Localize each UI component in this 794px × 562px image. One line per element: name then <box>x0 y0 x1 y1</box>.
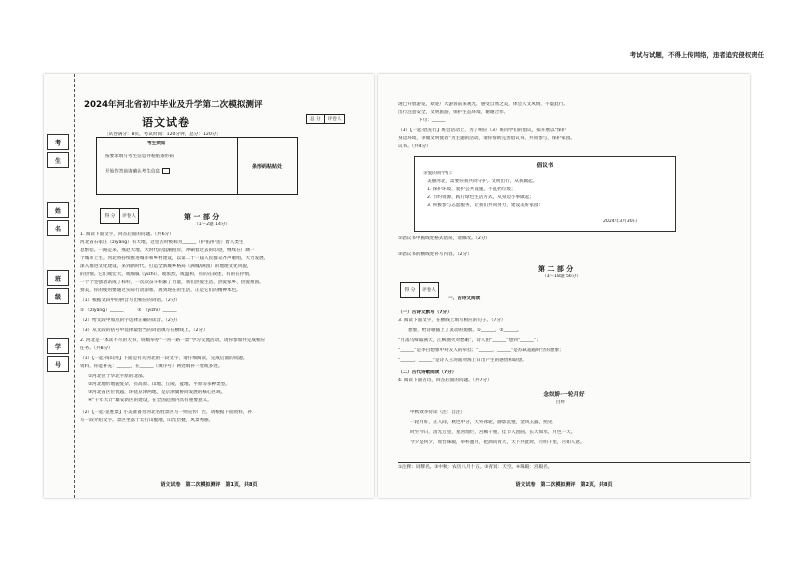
text-line: ①河北位于华北平原的北部。 <box>88 374 148 379</box>
text-line: 赞美，你的使用要通过实际行动添加，再到现在的生活，正是它们的精神本色。 <box>80 288 241 293</box>
confirm-checkbox[interactable] <box>162 168 170 174</box>
text-line: 的热情。它们或宏大，或细腻（yīzhì），或浓烈，或温和，有的在叙述，有的在抒情， <box>80 272 254 277</box>
text-line: ①倡议书中画线处格式错误，请修改。（2分） <box>398 236 491 241</box>
poem-title: 念奴娇·一轮月好 <box>543 392 585 398</box>
text-line: 1. 阅读下面文字，回答后面的问题。（共6分） <box>80 232 174 237</box>
recitation-questions <box>398 318 738 388</box>
binding-field: 级 <box>47 288 69 304</box>
proposal-date: 2024年3月30日 <box>603 219 638 224</box>
proposal-line: 亲爱的同学们： <box>423 171 456 176</box>
text-line: ②河北地形地貌复杂，有高原、山地、丘陵、盆地、平原等多种类型。 <box>88 382 230 387</box>
page-footer: 语文试卷 第二次模拟测评 第1页，共8页 <box>160 482 258 488</box>
barcode-area: 条形码粘贴处 <box>251 163 282 170</box>
poem-line: 一轮月好，正人间，秋色中分，天外冰轮，静影沉璧，金风玉露，照见 <box>410 420 553 425</box>
text-line: （2）给文段中加点的字选择正确的读音。（2分） <box>80 318 181 323</box>
text-line: （2）【一起·觅胜景】小美准备为河北名胜景区写一则宣传广告，请根据下面资料，补 <box>80 410 253 415</box>
part2-score-box <box>400 282 439 298</box>
poem-notes: ①注释：词牌名。②中秋：农历八月十五。③青冥：天空。④珠殿：宫殿名。 <box>398 462 750 470</box>
text-line: （1）根据文段中的拼音写出相应的词语。（2分） <box>80 298 181 303</box>
text-line: 下句：______ <box>418 118 446 123</box>
score-cell: 得 分 <box>101 209 120 223</box>
text-line: 出行注意安全，文明旅游，保护生态环境，谢谢合作。 <box>398 110 509 115</box>
section-a-title: 一、古诗文阅读 <box>448 296 481 301</box>
text-line: ②倡议书的横线处补写内容。（2分） <box>398 252 472 257</box>
binding-strip <box>44 74 75 498</box>
grader-cell: 评卷人 <box>327 117 342 122</box>
text-line: ① （zǐyǎng）______ ② （yīzhì）______ <box>80 308 177 313</box>
part1-score-box <box>100 208 139 224</box>
part1-questions <box>80 232 370 472</box>
score-cell: 总 分 <box>307 115 325 123</box>
text-line: 议书。（共4分） <box>398 144 431 149</box>
notice-area <box>97 138 238 194</box>
proposal-title: 倡议书 <box>536 163 554 169</box>
part2-title: 第 二 部 分 <box>538 265 574 273</box>
exam-page-2 <box>378 74 750 498</box>
exam-page-1 <box>44 74 374 498</box>
page-footer: 语文试卷 第二次模拟测评 第2页，共8页 <box>515 482 613 488</box>
proposal-box <box>414 156 676 232</box>
top-notice: 考试与试题，不得上传网络，违者追究侵权责任 <box>629 51 764 59</box>
text-line: 深入推进文化建设，来到新时代，打造全新城乡格局（满城/满园）的地理文化风貌， <box>80 264 252 269</box>
grader-cell: 评卷人 <box>122 214 136 219</box>
text-line: 一个个坚强者站成了标杆，一次次奋斗积累了力量，我们热爱生活、热爱家乡、热爱祖国。 <box>80 280 264 285</box>
text-line: 任务。（共8分） <box>80 346 113 351</box>
text-line: 资料，你能补充：______，在______（填序号）两处填补一处或多处。 <box>80 364 223 369</box>
proposal-line: 3. 积极参与志愿服务，让我们共同努力，建设美好家园！ <box>427 203 544 208</box>
exam-info: ［试卷满分：8页，考试时间：120分钟，总分：120分］ <box>104 132 221 137</box>
text-line: 3. 阅读下面文字，在横线上填写相应的句子。（7分） <box>398 318 506 323</box>
text-line: （1）【一起·闯山河】下面是有关河北的一段文字，请仔细阅读，完成后面的问题。 <box>80 356 248 361</box>
text-line: 息繁衍。一路走来，燕赵大地，大时代的浪潮拍岸，冲刷着过去的印迹，继续在广阔一 <box>80 248 255 253</box>
text-line: （二）古代诗歌阅读（7分） <box>398 370 457 375</box>
proposal-line: 1. 保护环境，爱护公共设施，不乱扔垃圾； <box>427 187 516 192</box>
text-line: “月落乌啼霜满天，江枫渔火对愁眠”，诗人由“______”想到“______”； <box>398 338 541 343</box>
text-line: “______，______”是诗人王湾面对海上日出产生的感悟和联想。 <box>398 358 527 363</box>
section-subtitle: （一）古诗文默写（7分） <box>398 310 452 315</box>
part1-title: 第 一 部 分 <box>184 213 220 221</box>
poem-body <box>398 410 738 460</box>
text-line: 2. 河北是一本读不尽的大书，班级举办“一河一路一景”学习交流活动，请你参加并完成相应 <box>80 338 266 343</box>
notice-line: 开始作答前请确认考生信息 <box>105 168 237 175</box>
text-line: （3）从文段的括号中选择最恰当的词语填写在横线上。（2分） <box>80 328 208 333</box>
grader-cell: 评卷人 <box>422 288 436 293</box>
text-line: 现已开放游览，欢迎广大游客前来观光，感受自然之美，体会人文风情，不虚此行。 <box>398 102 568 107</box>
text-line: 想象，给诗歌插上了灵动的翅膀。①______，②______。 <box>408 328 522 333</box>
binding-field: 名 <box>47 220 69 236</box>
text-line: ④“千年大计”雄安新区的建设，在全国范围内具有重要意义。 <box>88 398 212 403</box>
notice-title: 考生须知 <box>147 141 166 146</box>
candidate-notice-box <box>96 137 298 195</box>
exam-title: 2024年河北省初中毕业及升学第二次模拟测评 <box>84 100 263 110</box>
text-line: 写一段介绍文字。景区坐落于太行山腹地，山峦层叠，风景秀丽。 <box>80 418 214 423</box>
binding-field: 生 <box>47 152 69 168</box>
binding-field: 姓 <box>47 202 69 218</box>
question-2-continued <box>398 102 738 152</box>
poem-line: 时至今日，清光万里，星河灿烂，宫阙千重，佳节人团圆，长天如水，月色一天。 <box>410 430 576 435</box>
part1-subtitle: （1～2题 14分） <box>194 222 231 227</box>
poem-line: 中秋效李侍读（注：自注） <box>410 410 466 415</box>
proposal-line: 美丽河北，需要你我共同守护。文明出行，从我做起。 <box>427 179 538 184</box>
text-line: “______”是李白想象中对友人的牵挂；“______，______”是苏轼超越时空的想象； <box>398 348 564 353</box>
part2-subtitle: （3～18题 56分） <box>542 274 582 279</box>
total-score-box <box>306 114 345 124</box>
score-cell: 得 分 <box>401 283 420 297</box>
binding-field: 班 <box>47 270 69 286</box>
binding-field: 号 <box>47 356 69 372</box>
text-line: 4. 阅读下面古诗，回答后面的问题。（共7分） <box>398 378 492 383</box>
text-line: （3）【一起·倡先行】班会活动上，为了响应（3）班同学们的倡议，拟开展以“保护 <box>398 128 567 133</box>
text-line: 河北省石家庄（zǐyǎng）有大地，这里古时被称为______（护佑/护送）着人类生 <box>80 240 244 245</box>
subject-title: 语文试卷 <box>142 116 190 129</box>
binding-field: 考 <box>47 134 69 150</box>
proposal-line: 2. 节约资源，践行绿色生活方式，从身边小事做起； <box>427 195 534 200</box>
text-line: 个城市上生。河北将持续推进城市和乡村建设，以第二十一届人民群众齐声歌唱，大力发展， <box>80 256 269 261</box>
poem-author: 白朴 <box>556 400 566 405</box>
poem-line: 今夕是何夕，瑶台珠殿，举杯邀月，把酒问青天，天下共此时，月明千里，月如人意。 <box>410 440 585 445</box>
notice-line: 按要求填写考生信息并粘贴条形码 <box>105 154 174 159</box>
binding-field: 学 <box>47 338 69 354</box>
text-line: ③河北省区位优越，环绕京津两地，是京津冀协同发展的核心区域。 <box>88 390 226 395</box>
text-line: 身边环境，争做文明使者”为主题的活动，请你帮助完善倡议书，共同参与，保护家园。 <box>398 136 575 141</box>
